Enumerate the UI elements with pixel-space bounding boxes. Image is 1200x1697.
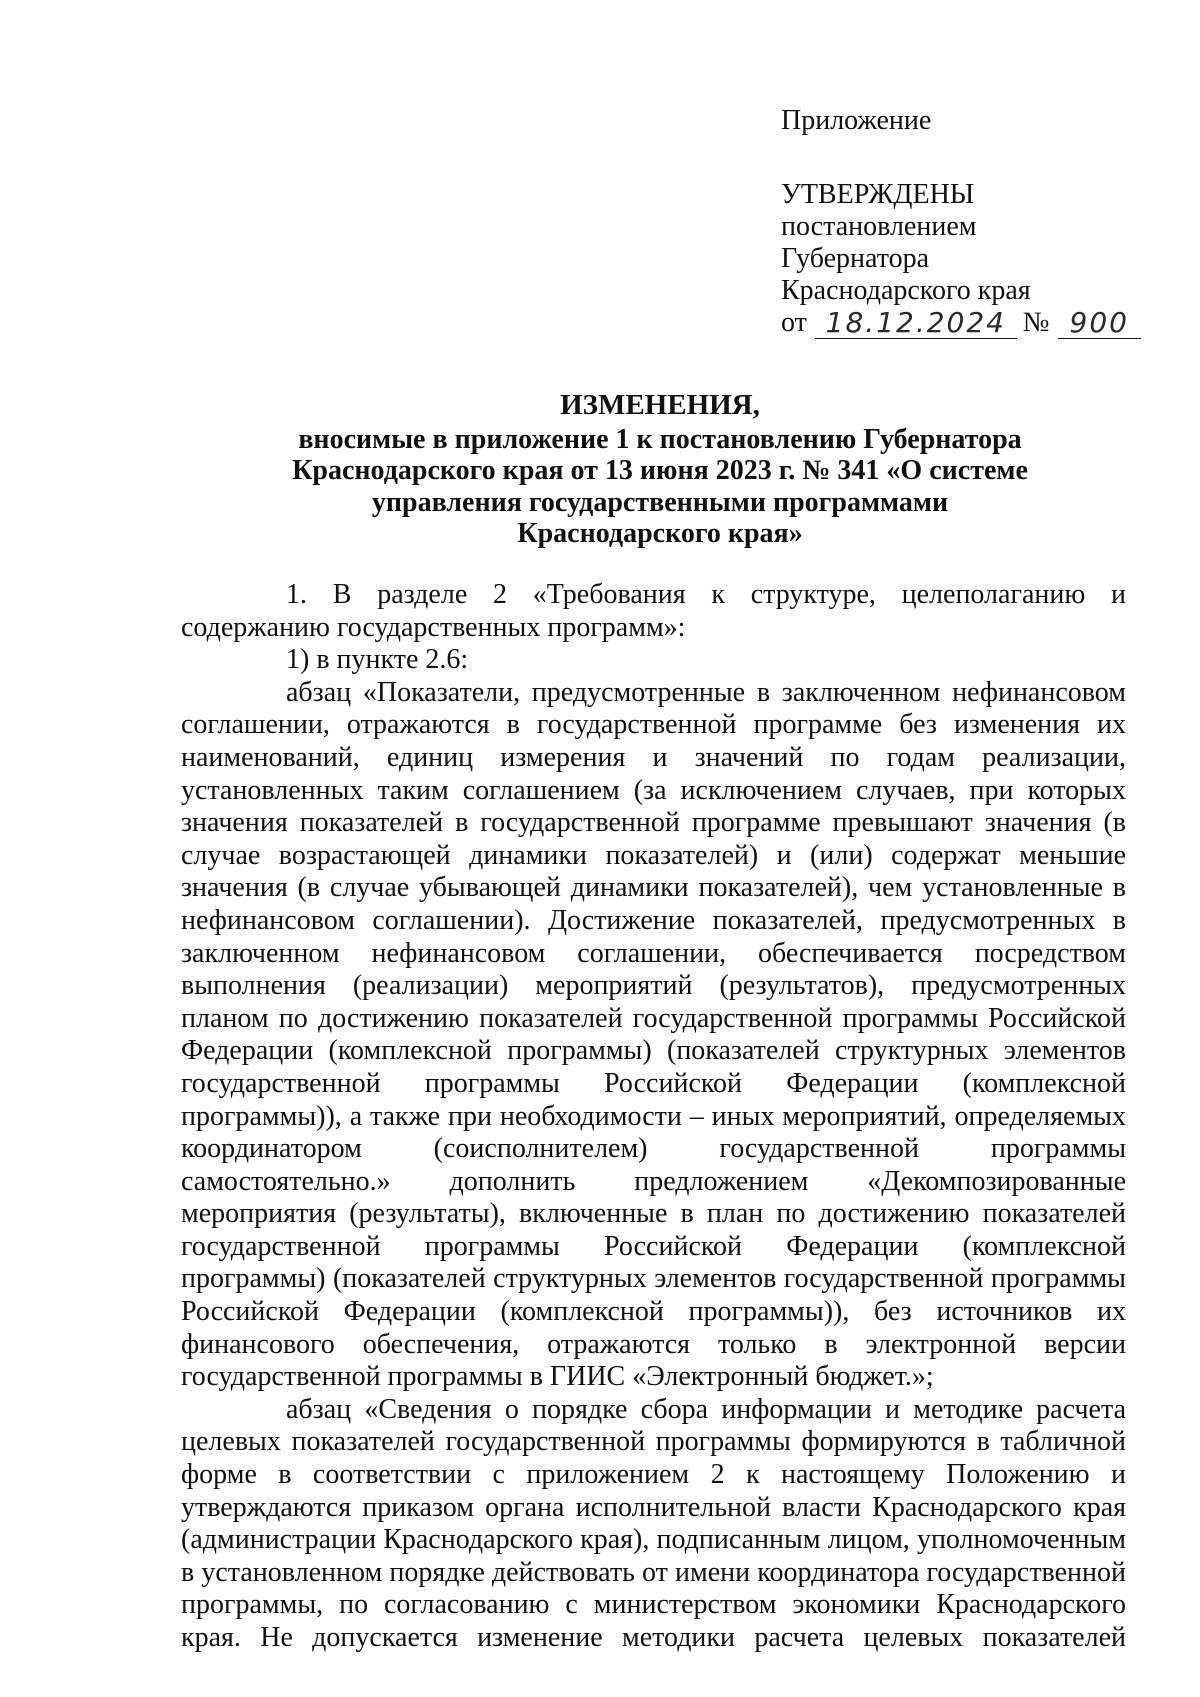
approval-line-region: Краснодарского края xyxy=(781,275,1031,306)
document-body xyxy=(181,579,1126,1655)
paragraph-item-2-6: 1) в пункте 2.6: xyxy=(286,644,469,676)
approval-line-resolution: постановлением xyxy=(781,211,977,242)
paragraph-methodology: абзац «Сведения о порядке сбора информации и методике расчета целевых показателей государственной программы формируются в табличной форме в соответствии с приложением 2 к настоящему Положению и утверждаются приказом органа исполнительной власти Краснодарского края (администрации Краснодарского края), подписанным лицом, уполномоченным в установленном порядке действовать от имени координатора государственной программы, по согласованию с министерством экономики Краснодарского края. Не допускается изменение методики расчета целевых показателей xyxy=(181,1393,1126,1653)
date-prefix: от xyxy=(781,307,807,338)
paragraph-section-2: 1. В разделе 2 «Требования к структуре, целеполаганию и содержанию государственных программ»: xyxy=(181,579,1126,643)
title-line-4: Краснодарского края» xyxy=(517,518,803,549)
document-title xyxy=(200,390,1120,550)
title-heading: ИЗМЕНЕНИЯ, xyxy=(560,389,760,421)
number-sign: № xyxy=(1022,307,1050,338)
title-line-2: Краснодарского края от 13 июня 2023 г. № 341 «О системе xyxy=(292,455,1028,486)
approval-line-governor: Губернатора xyxy=(781,243,930,274)
title-line-3: управления государственными программами xyxy=(371,486,949,518)
appendix-label: Приложение xyxy=(781,105,932,136)
approval-date-row xyxy=(781,307,1141,339)
paragraph-indicators: абзац «Показатели, предусмотренные в заключенном нефинансовом соглашении, отражаются в государственной программе без изменения их наименований, единиц измерения и значений по годам реализации, установленных таким соглашением (за исключением случаев, при которых значения показателей в государственной программе превышают значения (в случае возрастающей динамики показателей) и (или) содержат меньшие значения (в случае убывающей динамики показателей), чем установленные в нефинансовом соглашении). Достижение показателей, предусмотренных в заключенном нефинансовом соглашении, обеспечивается посредством выполнения (реализации) мероприятий (результатов), предусмотренных планом по достижению показателей государственной программы Российской Федерации (комплексной программы) (показателей структурных элементов государственной программы Российской Федерации (комплексной программы)), а также при необходимости – иных мероприятий, определяемых координатором (соисполнителем) государственной программы самостоятельно.» дополнить предложением «Декомпозированные мероприятия (результаты), включенные в план по достижению показателей государственной программы Российской Федерации (комплексной программы) (показателей структурных элементов государственной программы Российской Федерации (комплексной программы)), без источников их финансового обеспечения, отражаются только в электронной версии государственной программы в ГИИС «Электронный бюджет.»; xyxy=(181,676,1126,1393)
handwritten-date: 18.12.2024 xyxy=(815,308,1017,339)
handwritten-number: 900 xyxy=(1058,308,1141,339)
approved-word: УТВЕРЖДЕНЫ xyxy=(781,179,975,210)
approval-block xyxy=(781,105,1141,339)
title-line-1: вносимые в приложение 1 к постановлению Губернатора xyxy=(298,423,1022,455)
